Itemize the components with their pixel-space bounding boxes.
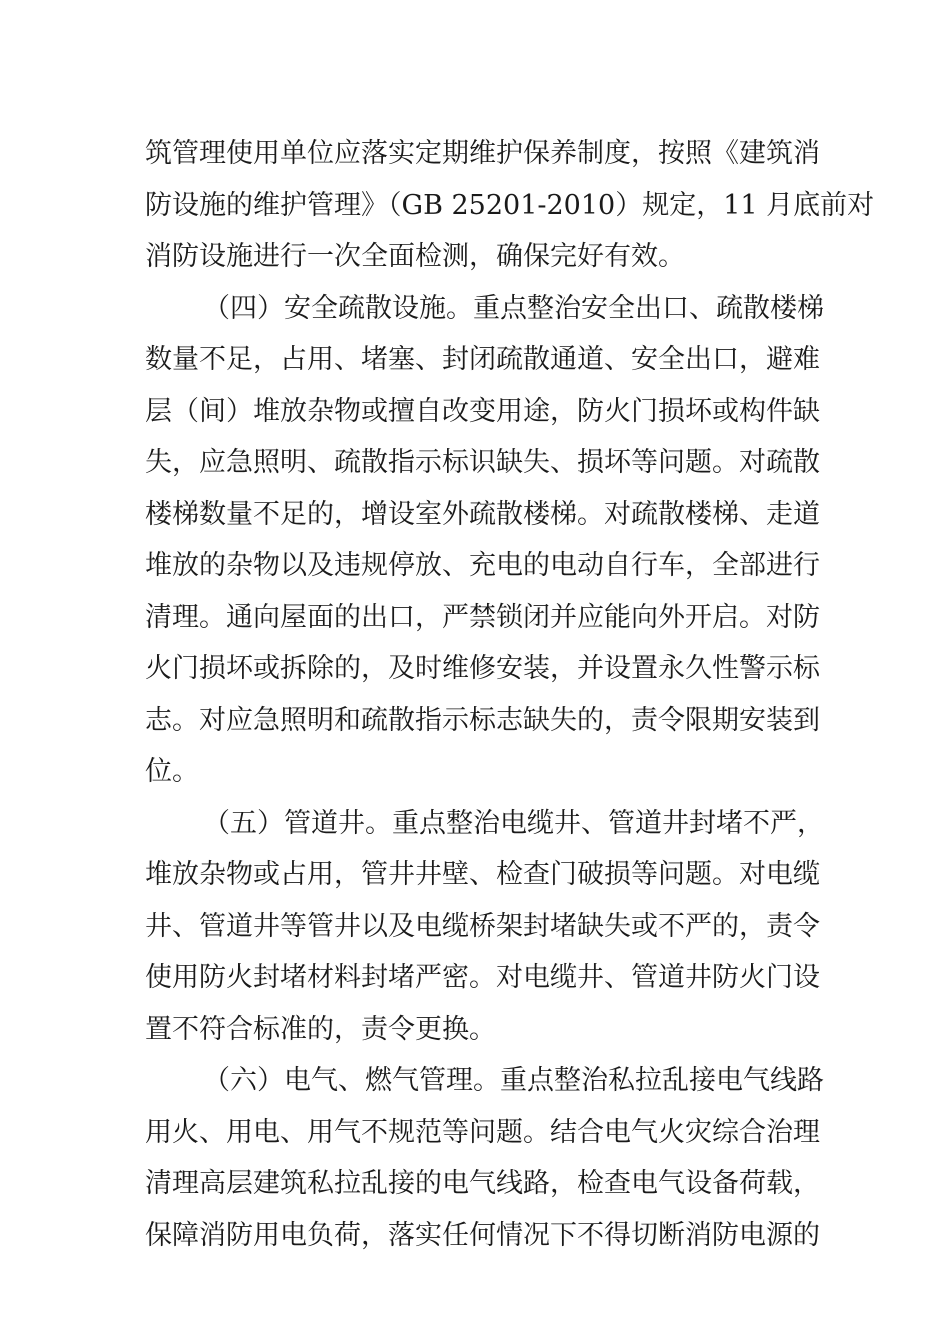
- text-line: 消防设施进行一次全面检测，确保完好有效。: [145, 241, 685, 272]
- text-line: 清理高层建筑私拉乱接的电气线路，检查电气设备荷载，: [145, 1168, 820, 1199]
- text-line: 井、管道井等管井以及电缆桥架封堵缺失或不严的，责令: [145, 910, 820, 942]
- text-line: 位。: [145, 756, 199, 787]
- section-heading-line: （六）电气、燃气管理。重点整治私拉乱接电气线路: [203, 1065, 824, 1096]
- text-line: 层（间）堆放杂物或擅自改变用途，防火门损坏或构件缺: [145, 395, 820, 427]
- text-line: 使用防火封堵材料封堵严密。对电缆井、管道井防火门设: [145, 962, 820, 993]
- text-line: 保障消防用电负荷，落实任何情况下不得切断消防电源的: [145, 1219, 820, 1251]
- text-line: 数量不足，占用、堵塞、封闭疏散通道、安全出口，避难: [145, 344, 820, 375]
- section-heading-line: （五）管道井。重点整治电缆井、管道井封堵不严，: [203, 807, 824, 839]
- text-line: 置不符合标准的，责令更换。: [145, 1013, 496, 1045]
- body-text: [145, 128, 875, 1261]
- section-heading-line: （四）安全疏散设施。重点整治安全出口、疏散楼梯: [203, 292, 824, 324]
- text-line: 堆放的杂物以及违规停放、充电的电动自行车，全部进行: [145, 550, 820, 581]
- text-line: 堆放杂物或占用，管井井壁、检查门破损等问题。对电缆: [145, 859, 820, 890]
- text-line: 失，应急照明、疏散指示标识缺失、损坏等问题。对疏散: [145, 447, 820, 478]
- text-line: 志。对应急照明和疏散指示标志缺失的，责令限期安装到: [145, 704, 820, 736]
- text-line: 防设施的维护管理》（GB 25201-2010）规定，11 月底前对: [145, 189, 875, 221]
- text-line: 清理。通向屋面的出口，严禁锁闭并应能向外开启。对防: [145, 601, 820, 633]
- text-line: 火门损坏或拆除的，及时维修安装，并设置永久性警示标: [145, 653, 820, 684]
- text-line: 筑管理使用单位应落实定期维护保养制度，按照《建筑消: [145, 138, 820, 169]
- text-line: 楼梯数量不足的，增设室外疏散楼梯。对疏散楼梯、走道: [145, 498, 820, 530]
- text-line: 用火、用电、用气不规范等问题。结合电气火灾综合治理: [145, 1116, 820, 1148]
